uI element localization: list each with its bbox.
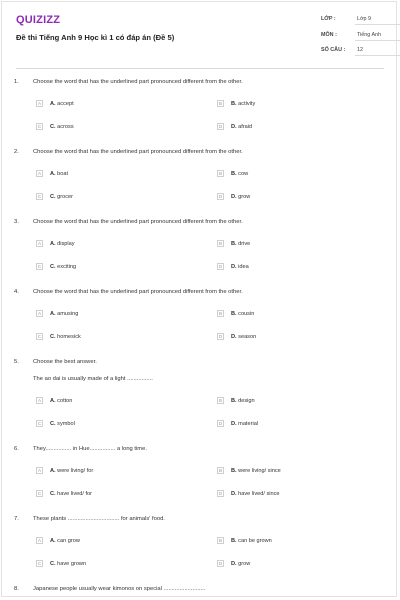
question-text: Choose the best answer. [33, 359, 97, 365]
exam-title: Đề thi Tiếng Anh 9 Học kì 1 có đáp án (Đề 5) [16, 33, 175, 42]
option-d[interactable]: D D. season [218, 333, 257, 340]
option-a-text: amusing [57, 310, 79, 317]
option-a[interactable]: A A. were living/ for [37, 467, 94, 474]
option-b-text: were living/ since [238, 467, 281, 474]
question-number: 8. [14, 586, 19, 592]
option-d-box[interactable]: D [218, 421, 223, 426]
option-a[interactable]: A A. boat [37, 170, 69, 177]
option-d[interactable]: D D. idea [218, 263, 249, 270]
option-d-text: have lived/ since [238, 490, 280, 497]
option-a-box[interactable]: A [37, 171, 42, 176]
option-b-box[interactable]: B [218, 101, 223, 106]
option-d[interactable]: D D. grow [218, 560, 251, 567]
option-d-box[interactable]: D [218, 334, 223, 339]
page-border [1, 1, 397, 597]
question-number: 7. [14, 516, 19, 522]
meta-grade-underline [355, 24, 400, 25]
question-number: 2. [14, 149, 19, 155]
option-b-text: cousin [238, 310, 255, 317]
option-c[interactable]: C C. grocer [37, 193, 74, 200]
option-c-text: grocer [57, 193, 74, 200]
option-a[interactable]: A A. amusing [37, 310, 79, 317]
option-b[interactable]: B B. can be grown [218, 537, 272, 544]
meta-subject-label: MÔN : [321, 32, 337, 38]
option-a-text: were living/ for [57, 467, 94, 474]
option-a-text: accept [57, 100, 74, 107]
meta-grade-value: Lớp 9 [357, 16, 372, 22]
question-text: Japanese people usually wear kimonos on special .......................... [33, 586, 206, 592]
option-a-box[interactable]: A [37, 311, 42, 316]
header-divider [16, 68, 384, 69]
option-d-text: afraid [238, 123, 253, 130]
question-prompt: The ao dai is usually made of a light ................ [33, 376, 153, 382]
option-b-text: design [238, 397, 255, 404]
option-a[interactable]: A A. display [37, 240, 75, 247]
option-d-text: material [238, 420, 259, 427]
option-b[interactable]: B B. activity [218, 100, 256, 107]
option-b[interactable]: B B. drive [218, 240, 251, 247]
option-b-box[interactable]: B [218, 311, 223, 316]
option-b-box[interactable]: B [218, 398, 223, 403]
option-d[interactable]: D D. grow [218, 193, 251, 200]
option-c-text: have grown [57, 560, 87, 567]
option-c-text: symbol [57, 420, 75, 427]
option-a-text: can grow [57, 537, 80, 544]
option-c[interactable]: C C. across [37, 123, 74, 130]
option-b-text: cow [238, 170, 249, 177]
question-number: 4. [14, 289, 19, 295]
option-b-text: drive [238, 240, 251, 247]
option-c-text: homesick [57, 333, 81, 340]
option-b-text: can be grown [238, 537, 272, 544]
option-a-box[interactable]: A [37, 538, 42, 543]
option-a-box[interactable]: A [37, 241, 42, 246]
option-a-box[interactable]: A [37, 468, 42, 473]
option-d-text: grow [238, 193, 251, 200]
question-text: These plants ................................ for animals' food. [33, 516, 165, 522]
option-d[interactable]: D D. material [218, 420, 259, 427]
quizizz-logo: QUIZIZZ [16, 14, 61, 26]
option-c-text: have lived/ for [57, 490, 92, 497]
option-c-box[interactable]: C [37, 124, 42, 129]
option-c[interactable]: C C. exciting [37, 263, 77, 270]
option-b[interactable]: B B. cow [218, 170, 249, 177]
option-d[interactable]: D D. afraid [218, 123, 253, 130]
option-c[interactable]: C C. have grown [37, 560, 87, 567]
option-b-text: activity [238, 100, 256, 107]
option-c[interactable]: C C. homesick [37, 333, 81, 340]
meta-count-value: 12 [357, 47, 363, 53]
option-c[interactable]: C C. symbol [37, 420, 75, 427]
option-b[interactable]: B B. cousin [218, 310, 255, 317]
option-d-box[interactable]: D [218, 194, 223, 199]
option-a-box[interactable]: A [37, 101, 42, 106]
option-d-box[interactable]: D [218, 264, 223, 269]
meta-count-label: SỐ CÂU : [321, 47, 346, 53]
option-d-text: grow [238, 560, 251, 567]
question-number: 3. [14, 219, 19, 225]
option-a-text: cotton [57, 397, 73, 404]
option-b-box[interactable]: B [218, 171, 223, 176]
question-text: Choose the word that has the underlined part pronounced different from the other. [33, 149, 243, 155]
meta-subject-underline [355, 40, 400, 41]
meta-subject-value: Tiếng Anh [357, 32, 382, 38]
meta-count-underline [355, 55, 400, 56]
option-a[interactable]: A A. accept [37, 100, 74, 107]
question-text: Choose the word that has the underlined part pronounced different from the other. [33, 219, 243, 225]
question-text: Choose the word that has the underlined part pronounced different from the other. [33, 289, 243, 295]
option-c-text: exciting [57, 263, 77, 270]
option-a[interactable]: A A. can grow [37, 537, 80, 544]
option-c-box[interactable]: C [37, 194, 42, 199]
option-d-box[interactable]: D [218, 124, 223, 129]
question-text: They................ in Hue................ a long time. [33, 446, 147, 452]
question-number: 5. [14, 359, 19, 365]
option-a-text: display [57, 240, 75, 247]
option-d-box[interactable]: D [218, 561, 223, 566]
option-a-text: boat [57, 170, 69, 177]
option-a-box[interactable]: A [37, 398, 42, 403]
option-d-text: season [238, 333, 257, 340]
meta-grade-label: LỚP : [321, 16, 336, 22]
option-d[interactable]: D D. have lived/ since [218, 490, 280, 497]
option-c-box[interactable]: C [37, 421, 42, 426]
question-number: 6. [14, 446, 19, 452]
option-c-box[interactable]: C [37, 491, 42, 496]
option-c-text: across [57, 123, 74, 130]
option-c-box[interactable]: C [37, 264, 42, 269]
question-number: 1. [14, 79, 19, 85]
option-b[interactable]: B B. design [218, 397, 255, 404]
option-d-box[interactable]: D [218, 491, 223, 496]
option-b-box[interactable]: B [218, 468, 223, 473]
option-d-text: idea [238, 263, 249, 270]
option-c[interactable]: C C. have lived/ for [37, 490, 92, 497]
option-c-box[interactable]: C [37, 561, 42, 566]
option-c-box[interactable]: C [37, 334, 42, 339]
option-a[interactable]: A A. cotton [37, 397, 73, 404]
option-b[interactable]: B B. were living/ since [218, 467, 281, 474]
option-b-box[interactable]: B [218, 538, 223, 543]
question-text: Choose the word that has the underlined part pronounced different from the other. [33, 79, 243, 85]
option-b-box[interactable]: B [218, 241, 223, 246]
